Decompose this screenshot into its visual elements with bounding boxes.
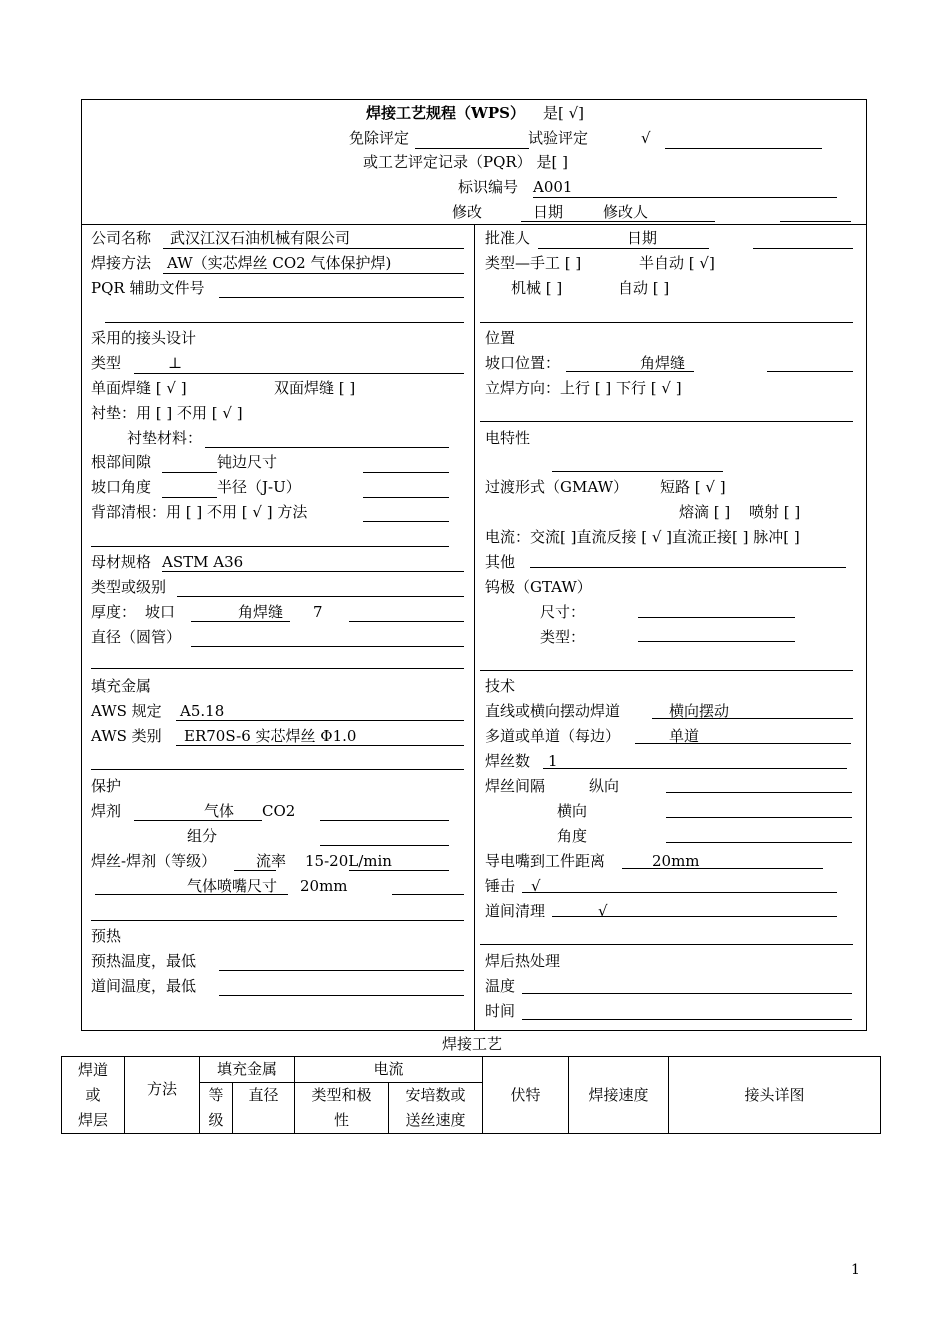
joint-type-label: 类型 [91, 354, 122, 372]
tungsten-type-underline [638, 641, 795, 642]
type-grade-underline [177, 596, 464, 597]
groove-position-extra-underline [767, 371, 853, 372]
test-label: 试验评定 [528, 129, 589, 147]
preheat-min-label: 预热温度，最低 [91, 952, 197, 970]
flux-label: 焊剂 [91, 802, 122, 820]
flow-rate-underline [349, 870, 449, 871]
backing-material-label: 衬垫材料： [127, 429, 203, 447]
pass-underline [635, 743, 851, 744]
base-metal-underline [162, 571, 464, 572]
modifier-label: 修改人 [603, 203, 649, 221]
exempt-label: 免除评定 [349, 129, 410, 147]
col-pass [62, 1057, 125, 1134]
radius-label: 半径（J-U） [217, 478, 301, 496]
right-section-line-3 [480, 670, 853, 671]
col-pass-line-1: 焊道 [77, 1060, 108, 1079]
pqr-doc-underline [219, 297, 464, 298]
angle-underline [666, 842, 852, 843]
type-manual: 类型—手工 [ ] [485, 254, 582, 272]
approver-underline [538, 248, 709, 249]
procedure-title: 焊接工艺 [442, 1035, 503, 1053]
aws-spec-label: AWS 规定 [91, 702, 162, 720]
revision-extra-underline [780, 221, 851, 222]
peening-value: √ [531, 877, 541, 895]
groove-position-value: 角焊缝 [640, 354, 686, 372]
section-line-2 [91, 546, 449, 547]
approver-label: 批准人 [485, 229, 531, 247]
thickness-fillet-value: 7 [313, 603, 323, 621]
backing-material-underline [205, 447, 449, 448]
vertical-direction: 立焊方向：上行 [ ] 下行 [ √ ] [485, 379, 682, 397]
col-type-polarity-line-2: 性 [334, 1111, 350, 1129]
base-metal-label: 母材规格 [91, 553, 152, 571]
ctwd-underline [622, 868, 823, 869]
wire-count-value: 1 [548, 752, 558, 770]
globular: 熔滴 [ ] [679, 503, 731, 521]
diameter-underline [191, 646, 464, 647]
type-mechanical: 机械 [ ] [511, 279, 563, 297]
form-title: 焊接工艺规程（WPS） [366, 104, 525, 122]
nozzle-label: 气体喷嘴尺寸 [187, 877, 278, 895]
root-gap-underline [162, 472, 217, 473]
joint-title: 采用的接头设计 [91, 329, 197, 347]
test-underline [665, 148, 822, 149]
radius-underline [363, 497, 449, 498]
interpass-min-label: 道间温度，最低 [91, 977, 197, 995]
section-line-1 [105, 322, 464, 323]
interpass-clean-label: 道间清理 [485, 902, 546, 920]
col-diameter: 直径 [233, 1083, 295, 1134]
thickness-fillet-underline [349, 621, 464, 622]
approver-date-underline [753, 248, 853, 249]
other-underline [530, 567, 846, 568]
col-method: 方法 [125, 1057, 200, 1134]
pwht-time-underline [522, 1019, 852, 1020]
revision-date-label: 日期 [533, 203, 564, 221]
aws-class-underline [176, 745, 464, 746]
ctwd-label: 导电嘴到工件距离 [485, 852, 606, 870]
joint-type-underline [134, 373, 464, 374]
pqr-doc-label: PQR 辅助文件号 [91, 279, 205, 297]
back-gouge-underline [363, 521, 449, 522]
current-type: 电流：交流[ ]直流反接 [ √ ]直流正接[ ] 脉冲[ ] [485, 528, 800, 546]
section-line-5 [91, 920, 464, 921]
thickness-groove: 坡口 [145, 603, 176, 621]
company-label: 公司名称 [91, 229, 152, 247]
pwht-time-label: 时间 [485, 1002, 516, 1020]
tungsten-size-label: 尺寸： [540, 603, 586, 621]
peening-label: 锤击 [485, 877, 516, 895]
position-title: 位置 [485, 329, 516, 347]
tungsten-title: 钨极（GTAW） [485, 578, 592, 596]
thickness-groove-underline [191, 621, 290, 622]
shield-title: 保护 [91, 777, 122, 795]
groove-angle-underline [162, 497, 217, 498]
lateral-label: 横向 [557, 802, 588, 820]
col-amps-line-1: 安培数或 [405, 1086, 466, 1104]
revision-underline [521, 221, 715, 222]
groove-position-label: 坡口位置： [485, 354, 561, 372]
base-metal-value: ASTM A36 [162, 553, 244, 571]
double-side-weld: 双面焊缝 [ ] [274, 379, 356, 397]
gas-underline [320, 820, 449, 821]
weave-value: 横向摆动 [669, 702, 730, 720]
joint-type-value: ⊥ [168, 354, 183, 372]
aws-spec-underline [176, 720, 464, 721]
revision-label: 修改 [452, 203, 483, 221]
col-grade-line-2: 级 [208, 1111, 224, 1129]
id-value: A001 [533, 178, 573, 196]
flow-rate-value: 15-20L/min [305, 852, 392, 870]
pass-value: 单道 [669, 727, 700, 745]
approver-date-label: 日期 [627, 229, 658, 247]
electrical-underline [552, 471, 723, 472]
col-pass-line-2: 或 [85, 1085, 101, 1104]
blunt-edge-label: 钝边尺寸 [217, 453, 278, 471]
weave-underline [652, 718, 853, 719]
col-amps-line-2: 送丝速度 [405, 1111, 466, 1129]
type-grade-label: 类型或级别 [91, 578, 167, 596]
interpass-clean-value: √ [598, 902, 608, 920]
col-grade [200, 1083, 233, 1134]
col-speed: 焊接速度 [569, 1057, 669, 1134]
exempt-underline [415, 148, 529, 149]
col-type-polarity-line-1: 类型和极 [311, 1086, 372, 1104]
ctwd-value: 20mm [652, 852, 700, 870]
type-automatic: 自动 [ ] [618, 279, 670, 297]
title-yes-check: 是[ √] [543, 104, 585, 122]
test-check: √ [641, 129, 651, 147]
col-joint-detail: 接头详图 [669, 1057, 881, 1134]
aws-class-value: ER70S-6 实芯焊丝 Φ1.0 [184, 727, 357, 745]
single-side-weld: 单面焊缝 [ √ ] [91, 379, 187, 397]
back-gouge: 背部清根：用 [ ] 不用 [ √ ] 方法 [91, 503, 308, 521]
method-label: 焊接方法 [91, 254, 152, 272]
longitudinal-label: 纵向 [589, 777, 620, 795]
id-label: 标识编号 [458, 178, 519, 196]
column-divider [474, 224, 475, 1030]
preheat-title: 预热 [91, 927, 122, 945]
transfer-mode-label: 过渡形式（GMAW） [485, 478, 628, 496]
col-current: 电流 [295, 1057, 483, 1083]
wire-count-label: 焊丝数 [485, 752, 531, 770]
angle-label: 角度 [557, 827, 588, 845]
lateral-underline [666, 817, 852, 818]
right-section-line-1 [480, 322, 853, 323]
tungsten-size-underline [638, 617, 795, 618]
gas-value: CO2 [262, 802, 296, 820]
diameter-label: 直径（圆管） [91, 628, 182, 646]
interpass-clean-underline [552, 916, 837, 917]
root-gap-label: 根部间隙 [91, 453, 152, 471]
thickness-fillet: 角焊缝 [238, 603, 284, 621]
interpass-min-underline [219, 995, 464, 996]
wire-spacing-label: 焊丝间隔 [485, 777, 546, 795]
right-section-line-4 [480, 944, 853, 945]
col-amps [389, 1083, 483, 1134]
type-semi-auto: 半自动 [ √] [639, 254, 715, 272]
composition-label: 组分 [187, 827, 218, 845]
col-grade-line-1: 等 [208, 1086, 224, 1104]
peening-underline [522, 892, 837, 893]
flux-underline [134, 820, 262, 821]
electrical-title: 电特性 [485, 429, 531, 447]
other-label: 其他 [485, 553, 516, 571]
longitudinal-underline [666, 792, 852, 793]
thickness-label: 厚度： [91, 603, 137, 621]
flow-rate-label: 流率 [256, 852, 287, 870]
pqr-line: 或工艺评定记录（PQR） 是[ ] [363, 153, 568, 171]
gas-label: 气体 [204, 802, 235, 820]
nozzle-value: 20mm [300, 877, 348, 895]
col-type-polarity [295, 1083, 389, 1134]
aws-class-label: AWS 类别 [91, 727, 162, 745]
id-underline [533, 197, 837, 198]
page-number: 1 [851, 1262, 860, 1278]
company-underline [163, 248, 464, 249]
pwht-temperature-label: 温度 [485, 977, 516, 995]
method-underline [163, 273, 464, 274]
groove-angle-label: 坡口角度 [91, 478, 152, 496]
pass-label: 多道或单道（每边） [485, 727, 621, 745]
col-volts: 伏特 [483, 1057, 569, 1134]
method-value: AW（实芯焊丝 CO2 气体保护焊) [167, 254, 392, 272]
spray: 喷射 [ ] [749, 503, 801, 521]
company-value: 武汉江汉石油机械有限公司 [170, 229, 351, 247]
pwht-title: 焊后热处理 [485, 952, 561, 970]
section-line-3 [91, 668, 464, 669]
composition-underline [320, 845, 449, 846]
filler-title: 填充金属 [91, 677, 152, 695]
wire-count-underline [543, 768, 847, 769]
blunt-edge-underline [363, 472, 449, 473]
col-filler: 填充金属 [200, 1057, 295, 1083]
nozzle-underline [392, 894, 464, 895]
pwht-temperature-underline [522, 993, 852, 994]
wire-flux-grade-label: 焊丝-焊剂（等级） [91, 852, 217, 870]
procedure-table [61, 1056, 881, 1134]
technique-title: 技术 [485, 677, 516, 695]
wire-flux-grade-underline [234, 870, 276, 871]
preheat-min-underline [219, 970, 464, 971]
backing-usage: 衬垫：用 [ ] 不用 [ √ ] [91, 404, 243, 422]
short-circuit: 短路 [ √ ] [660, 478, 726, 496]
aws-spec-value: A5.18 [180, 702, 225, 720]
col-pass-line-3: 焊层 [77, 1110, 108, 1129]
right-section-line-2 [480, 421, 853, 422]
weave-label: 直线或横向摆动焊道 [485, 702, 621, 720]
tungsten-type-label: 类型： [540, 628, 586, 646]
section-line-4 [91, 769, 464, 770]
